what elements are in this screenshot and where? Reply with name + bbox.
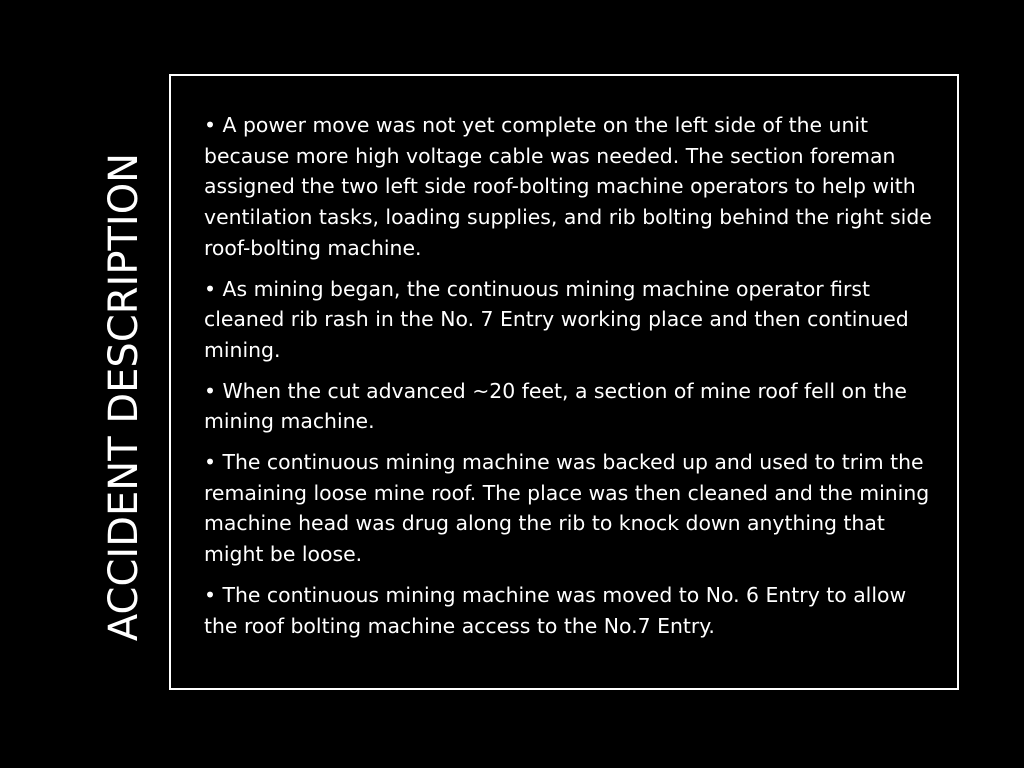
bullet-item: [204, 274, 936, 366]
bullet-symbol: •: [204, 450, 217, 475]
bullet-text: A power move was not yet complete on the left side of the unit because more high voltage cable was needed. The section foreman assigned the two left side roof-bolting machine operators to help with ventilation tasks, loading supplies, and rib bolting behind the right side roof-bolting machine.: [204, 113, 932, 260]
bullet-text: The continuous mining machine was moved to No. 6 Entry to allow the roof bolting machine access to the No.7 Entry.: [204, 582, 907, 638]
content-box: [169, 74, 959, 690]
bullet-symbol: •: [204, 113, 217, 137]
slide-title: ACCIDENT DESCRIPTION: [101, 152, 147, 642]
bullet-text: When the cut advanced ~20 feet, a section of mine roof fell on the mining machine.: [204, 378, 907, 434]
bullet-text: The continuous mining machine was backed up and used to trim the remaining loose mine roof. The place was then cleaned and the mining machine head was drug along the rib to knock down anything that might be loose.: [204, 450, 930, 567]
bullet-symbol: •: [204, 276, 217, 301]
bullet-symbol: •: [204, 582, 217, 607]
bullet-symbol: •: [204, 378, 217, 403]
bullet-list: [204, 110, 936, 651]
bullet-item: [204, 110, 936, 264]
bullet-text: As mining began, the continuous mining machine operator first cleaned rib rash in the No. 7 Entry working place and then continued mining.: [204, 276, 909, 362]
bullet-item: [204, 580, 936, 641]
bullet-item: [204, 376, 936, 437]
bullet-item: [204, 447, 936, 570]
